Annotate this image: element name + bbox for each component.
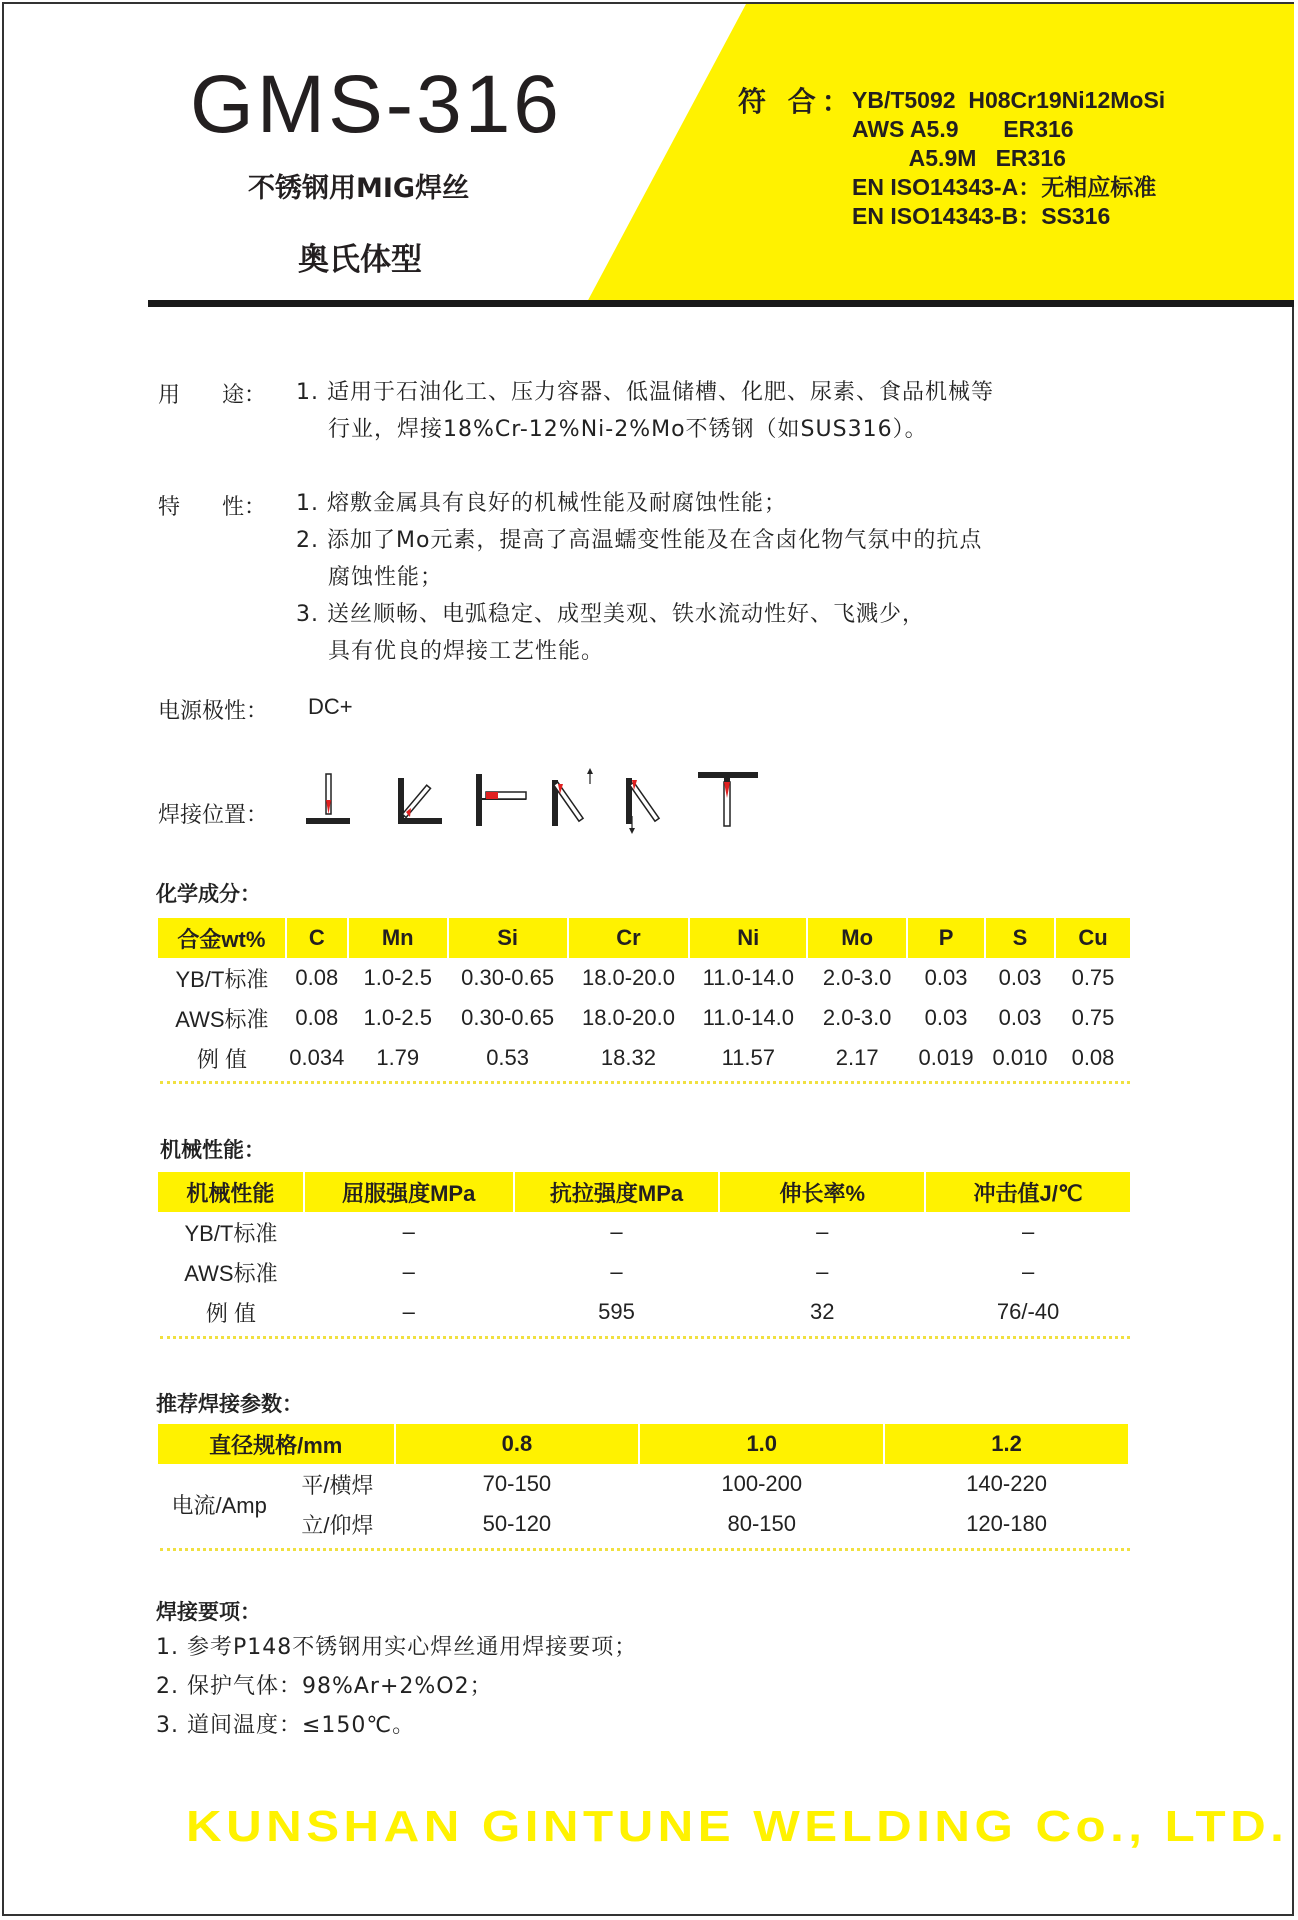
table-cell: 1.0-2.5 — [363, 1005, 432, 1030]
table-header-cell: 屈服强度MPa — [304, 1172, 514, 1212]
params-title: 推荐焊接参数： — [156, 1392, 303, 1416]
feature-line: 1. 熔敷金属具有良好的机械性能及耐腐蚀性能； — [296, 491, 787, 516]
positions-label: 焊接位置： — [158, 803, 269, 828]
table-cell: 平/横焊 — [301, 1472, 374, 1498]
table-cell: YB/T标准 — [184, 1220, 278, 1246]
table-cell: 18.0-20.0 — [581, 965, 675, 990]
table-cell: 例 值 — [196, 1046, 247, 1072]
table-cell: 0.30-0.65 — [461, 965, 555, 990]
table-cell: 76/-40 — [996, 1299, 1060, 1324]
table-row — [158, 1292, 1131, 1332]
table-cell: 2.17 — [835, 1045, 879, 1070]
table-cell: 0.019 — [918, 1045, 974, 1070]
table-row — [158, 1252, 1131, 1292]
table-cell: 0.75 — [1071, 965, 1115, 990]
horizontal-fillet-icon — [398, 778, 442, 824]
table-cell: 18.32 — [600, 1045, 656, 1070]
standards-label: 符 合： — [738, 85, 856, 118]
table-header-cell: 合金wt% — [158, 918, 286, 958]
table-header-cell: 0.8 — [395, 1424, 640, 1464]
table-cell: YB/T标准 — [175, 966, 269, 992]
table-cell: 2.0-3.0 — [822, 965, 892, 990]
table-header-cell: Cr — [568, 918, 690, 958]
table-cell: 0.010 — [992, 1045, 1048, 1070]
table-header-cell: 抗拉强度MPa — [514, 1172, 720, 1212]
table-cell: 70-150 — [482, 1471, 552, 1496]
table-row — [158, 1038, 1131, 1078]
table-header-cell: Ni — [689, 918, 807, 958]
table-cell: AWS标准 — [184, 1260, 278, 1286]
table-cell: AWS标准 — [175, 1006, 269, 1032]
standard-item: EN ISO14343-B：SS316 — [852, 203, 1111, 229]
table-cell: 0.03 — [998, 1005, 1042, 1030]
table-cell: 11.0-14.0 — [702, 965, 794, 990]
table-cell: 595 — [598, 1299, 635, 1324]
standard-item: YB/T5092 H08Cr19Ni12MoSi — [852, 87, 1166, 113]
table-header-cell: 冲击值J/℃ — [925, 1172, 1131, 1212]
table-header-cell: P — [907, 918, 985, 958]
mechanical-table — [158, 1172, 1132, 1332]
chemical-title: 化学成分： — [156, 882, 261, 906]
table-header-cell: Si — [448, 918, 568, 958]
table-cell: – — [816, 1219, 829, 1244]
standard-item: A5.9M ER316 — [852, 145, 1066, 171]
table-cell: 0.034 — [289, 1045, 345, 1070]
table-header-cell: S — [985, 918, 1055, 958]
table-header-cell: 1.0 — [639, 1424, 884, 1464]
table-cell: 11.0-14.0 — [702, 1005, 794, 1030]
polarity-value: DC+ — [308, 694, 353, 719]
mechanical-title: 机械性能： — [160, 1138, 265, 1162]
table-cell: 100-200 — [721, 1471, 803, 1496]
note-item: 1. 参考P148不锈钢用实心焊丝通用焊接要项； — [156, 1635, 638, 1660]
table-cell: 1.79 — [376, 1045, 420, 1070]
feature-line: 3. 送丝顺畅、电弧稳定、成型美观、铁水流动性好、飞溅少， — [296, 602, 925, 627]
features-text — [296, 485, 982, 670]
horizontal-position-icon — [476, 774, 526, 826]
table-cell: – — [402, 1299, 415, 1324]
table-header-cell: 机械性能 — [158, 1172, 304, 1212]
table-row — [158, 998, 1131, 1038]
table-cell: 0.08 — [295, 965, 339, 990]
params-table — [158, 1424, 1130, 1544]
company-name: KUNSHAN GINTUNE WELDING Co., LTD. — [186, 1802, 1289, 1851]
usage-line: 1. 适用于石油化工、压力容器、低温储槽、化肥、尿素、食品机械等 — [296, 380, 994, 405]
table-header-cell: Mn — [348, 918, 448, 958]
table-row — [158, 1212, 1131, 1252]
notes-list — [156, 1628, 637, 1745]
feature-line: 腐蚀性能； — [296, 565, 443, 590]
usage-line: 行业，焊接18%Cr-12%Ni-2%Mo不锈钢（如SUS316）。 — [296, 417, 928, 442]
product-subtitle: 不锈钢用MIG焊丝 — [248, 173, 470, 204]
usage-text — [296, 374, 994, 448]
product-type: 奥氏体型 — [298, 242, 422, 278]
standard-item: EN ISO14343-A：无相应标准 — [852, 174, 1157, 200]
table-cell: 0.53 — [486, 1045, 530, 1070]
usage-label: 用 途： — [158, 383, 266, 408]
table-cell: – — [816, 1259, 829, 1284]
table-header-cell: Cu — [1055, 918, 1131, 958]
standard-item: AWS A5.9 ER316 — [852, 116, 1074, 142]
table-cell: 80-150 — [727, 1511, 796, 1536]
table-header-row — [158, 1424, 1129, 1464]
table-row — [158, 1504, 1129, 1544]
table-cell: 0.08 — [295, 1005, 339, 1030]
vertical-up-icon — [552, 768, 593, 826]
features-label: 特 性： — [158, 495, 266, 520]
table-header-cell: 1.2 — [884, 1424, 1129, 1464]
table-cell: 11.57 — [721, 1045, 776, 1070]
table-cell: – — [402, 1259, 415, 1284]
feature-line: 具有优良的焊接工艺性能。 — [296, 639, 604, 664]
table-cell: 0.03 — [998, 965, 1042, 990]
table-cell: 120-180 — [966, 1511, 1047, 1536]
table-cell: 2.0-3.0 — [822, 1005, 892, 1030]
dotted-divider — [160, 1336, 1130, 1339]
chemical-table — [158, 918, 1132, 1078]
flat-position-icon — [306, 774, 350, 824]
table-cell: 立/仰焊 — [301, 1512, 374, 1538]
note-item: 3. 道间温度：≤150℃。 — [156, 1713, 416, 1738]
table-row — [158, 958, 1131, 998]
table-header-row — [158, 1172, 1131, 1212]
table-header-cell: Mo — [807, 918, 907, 958]
notes-title: 焊接要项： — [156, 1600, 261, 1624]
polarity-label: 电源极性： — [158, 699, 269, 724]
table-header-row — [158, 918, 1131, 958]
table-cell: – — [610, 1259, 623, 1284]
table-cell: – — [1021, 1259, 1035, 1284]
table-cell: – — [402, 1219, 415, 1244]
table-cell: 0.03 — [924, 965, 968, 990]
dotted-divider — [160, 1081, 1130, 1084]
welding-positions — [300, 766, 780, 836]
table-cell: 例 值 — [205, 1300, 256, 1326]
product-code: GMS-316 — [190, 59, 562, 150]
table-header-cell: 伸长率% — [719, 1172, 925, 1212]
standards-list — [852, 86, 1165, 231]
table-cell: 0.75 — [1071, 1005, 1115, 1030]
overhead-position-icon — [698, 772, 758, 826]
table-row — [158, 1464, 1129, 1504]
dotted-divider — [160, 1548, 1130, 1551]
table-header-cell: 直径规格/mm — [158, 1424, 395, 1464]
table-cell: 1.0-2.5 — [363, 965, 432, 990]
table-header-cell: C — [286, 918, 348, 958]
table-cell: – — [1021, 1219, 1035, 1244]
table-cell: 0.08 — [1071, 1045, 1115, 1070]
table-cell: 50-120 — [482, 1511, 552, 1536]
table-cell: – — [610, 1219, 623, 1244]
table-cell: 电流/Amp — [171, 1492, 267, 1518]
table-cell: 32 — [810, 1299, 835, 1324]
table-cell: 0.30-0.65 — [461, 1005, 555, 1030]
feature-line: 2. 添加了Mo元素，提高了高温蠕变性能及在含卤化物气氛中的抗点 — [296, 528, 983, 553]
table-cell: 18.0-20.0 — [581, 1005, 675, 1030]
table-cell: 140-220 — [966, 1471, 1047, 1496]
header-divider — [148, 300, 1294, 307]
note-item: 2. 保护气体：98%Ar+2%O2； — [156, 1674, 493, 1699]
table-cell: 0.03 — [924, 1005, 968, 1030]
vertical-down-icon — [626, 778, 659, 834]
